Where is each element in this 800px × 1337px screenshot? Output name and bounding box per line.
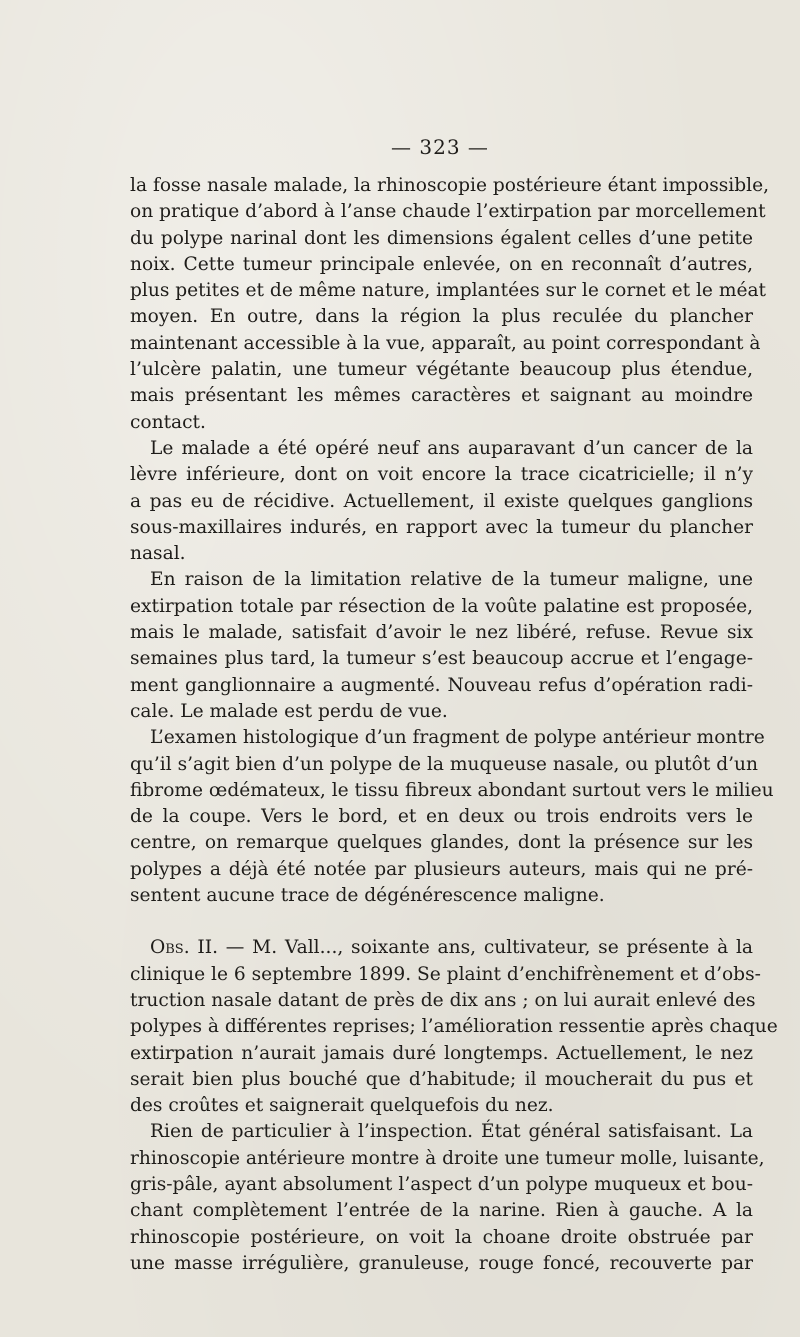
text-line: fibrome œdémateux, le tissu fibreux abondant surtout vers le milieu bbox=[130, 779, 774, 801]
text-line: de la coupe. Vers le bord, et en deux ou trois endroits vers le bbox=[130, 806, 753, 828]
observation-label: Obs. II. bbox=[150, 937, 219, 959]
text-line: mais le malade, satisfait d’avoir le nez libéré, refuse. Revue six bbox=[130, 622, 753, 644]
text-line: polypes à différentes reprises; l’amélioration ressentie après chaque bbox=[130, 1016, 778, 1038]
text-line: cale. Le malade est perdu de vue. bbox=[130, 700, 448, 722]
text-line: gris-pâle, ayant absolument l’aspect d’un polype muqueux et bou- bbox=[130, 1173, 753, 1195]
text-line: L’examen histologique d’un fragment de polype antérieur montre bbox=[150, 727, 765, 749]
text-line bbox=[130, 935, 753, 961]
paragraph bbox=[130, 436, 753, 567]
text-line: serait bien plus bouché que d’habitude; il moucherait du pus et bbox=[130, 1068, 753, 1090]
text-line: des croûtes et saignerait quelquefois du nez. bbox=[130, 1095, 554, 1117]
text-line: En raison de la limitation relative de la tumeur maligne, une bbox=[150, 569, 753, 591]
text-line: du polype narinal dont les dimensions égalent celles d’une petite bbox=[130, 227, 753, 249]
text-line: rhinoscopie antérieure montre à droite une tumeur molle, luisante, bbox=[130, 1147, 765, 1169]
text-line: lèvre inférieure, dont on voit encore la trace cicatricielle; il n’y bbox=[130, 464, 753, 486]
paragraph bbox=[130, 567, 753, 725]
text-line: semaines plus tard, la tumeur s’est beaucoup accrue et l’engage- bbox=[130, 648, 753, 670]
text-line: une masse irrégulière, granuleuse, rouge foncé, recouverte par bbox=[130, 1252, 753, 1274]
text-line: rhinoscopie postérieure, on voit la choane droite obstruée par bbox=[130, 1226, 753, 1248]
text-line: ment ganglionnaire a augmenté. Nouveau refus d’opération radi- bbox=[130, 674, 753, 696]
text-line: polypes a déjà été notée par plusieurs auteurs, mais qui ne pré- bbox=[130, 858, 753, 880]
text-line: moyen. En outre, dans la région la plus reculée du plancher bbox=[130, 306, 753, 328]
text-line: plus petites et de même nature, implantées sur le cornet et le méat bbox=[130, 280, 767, 302]
body-text bbox=[130, 173, 778, 1277]
text-line: chant complètement l’entrée de la narine. Rien à gauche. A la bbox=[130, 1200, 753, 1222]
section-gap bbox=[130, 909, 753, 935]
text-line: Rien de particulier à l’inspection. État général satisfaisant. La bbox=[150, 1121, 753, 1143]
observation-text: — M. Vall..., soixante ans, cultivateur, se présente à la bbox=[218, 937, 754, 959]
text-line: l’ulcère palatin, une tumeur végétante beaucoup plus étendue, bbox=[130, 359, 753, 381]
text-line: sentent aucune trace de dégénérescence maligne. bbox=[130, 885, 605, 907]
text-line: a pas eu de récidive. Actuellement, il existe quelques ganglions bbox=[130, 490, 753, 512]
paragraph bbox=[130, 173, 769, 436]
text-line: extirpation n’aurait jamais duré longtemps. Actuellement, le nez bbox=[130, 1042, 753, 1064]
text-line: clinique le 6 septembre 1899. Se plaint d’enchifrènement et d’obs- bbox=[130, 963, 761, 985]
text-line: la fosse nasale malade, la rhinoscopie postérieure étant impossible, bbox=[130, 175, 769, 196]
text-line: noix. Cette tumeur principale enlevée, on en reconnaît d’autres, bbox=[130, 253, 753, 275]
observation-paragraph bbox=[130, 935, 778, 1119]
text-line: centre, on remarque quelques glandes, dont la présence sur les bbox=[130, 832, 753, 854]
text-line: qu’il s’agit bien d’un polype de la muqueuse nasale, ou plutôt d’un bbox=[130, 753, 758, 775]
paragraph bbox=[130, 725, 774, 909]
text-line: on pratique d’abord à l’anse chaude l’extirpation par morcellement bbox=[130, 201, 766, 223]
page-number: — 323 — bbox=[391, 135, 489, 159]
text-line: maintenant accessible à la vue, apparaît, au point correspondant à bbox=[130, 332, 761, 354]
text-line: contact. bbox=[130, 411, 206, 433]
text-line: truction nasale datant de près de dix ans ; on lui aurait enlevé des bbox=[130, 989, 756, 1011]
paragraph bbox=[130, 1119, 765, 1277]
text-line: Le malade a été opéré neuf ans auparavant d’un cancer de la bbox=[150, 437, 753, 459]
text-line: extirpation totale par résection de la voûte palatine est proposée, bbox=[130, 595, 753, 617]
text-line: nasal. bbox=[130, 543, 186, 565]
text-line: mais présentant les mêmes caractères et saignant au moindre bbox=[130, 385, 753, 407]
text-line: sous-maxillaires indurés, en rapport avec la tumeur du plancher bbox=[130, 516, 753, 538]
